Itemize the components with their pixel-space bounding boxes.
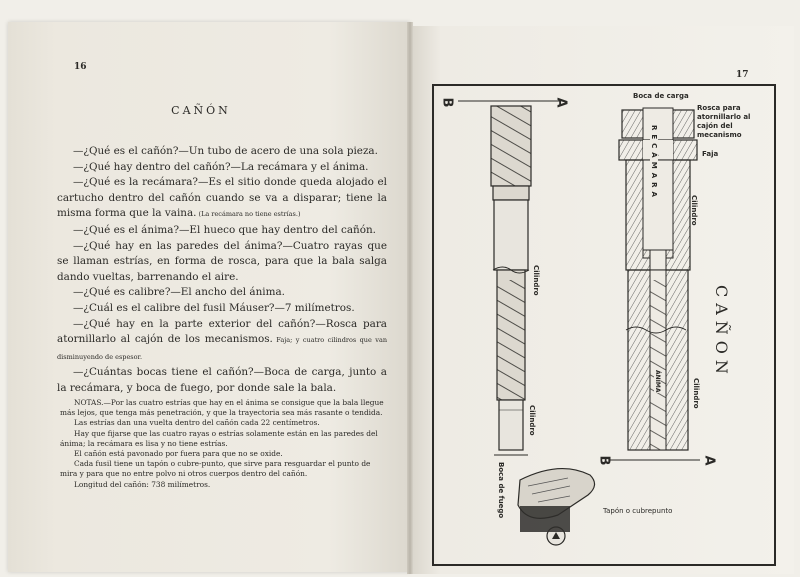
label-rosca: Rosca para atornillarlo al cajón del mecanismo (697, 104, 751, 139)
label-anima: ÁNIMA (654, 370, 661, 393)
section-label-b-top: B (439, 97, 455, 108)
qa-text-main: —¿Qué es el cañón?—Un tubo de acero de una sola pieza. (73, 145, 378, 157)
barrel-exterior (491, 106, 531, 450)
qa-text-main: —¿Qué es calibre?—El ancho del ánima. (73, 286, 285, 299)
note-paragraph: Longitud del cañón: 738 milímetros. (74, 479, 211, 489)
section-title: CAÑÓN (171, 104, 231, 117)
label-faja: Faja (702, 150, 719, 158)
label-boca-carga: Boca de carga (633, 92, 689, 100)
qa-text-main: —¿Qué es el ánima?—El hueco que hay dentro del cañón. (73, 223, 376, 236)
qa-text-main: —¿Qué es la recámara?—Es el sitio donde queda alojado el cartucho dentro del cañón cuando se va a disparar; tiene la misma forma que la vaina. (57, 176, 387, 220)
label-recamara: RECÁMARA (650, 125, 658, 201)
figure-title: CAÑON (712, 285, 731, 380)
label-tapon: Tapón o cubrepunto (603, 507, 673, 515)
note-paragraph: Las estrías dan una vuelta dentro del cañón cada 22 centímetros. (74, 418, 320, 428)
qa-text-small: (La recámara no tiene estrías.) (196, 210, 301, 219)
section-label-a-bottom: A (701, 455, 717, 466)
label-cilindro-2: Cilindro (532, 265, 540, 296)
qa-text-main: —¿Cuál es el calibre del fusil Máuser?—7 milímetros. (73, 301, 355, 314)
right-page-number: 17 (736, 70, 749, 80)
tapon-cubrepunto (518, 469, 595, 545)
left-page-number: 16 (74, 62, 87, 72)
note-paragraph: NOTAS.—Por las cuatro estrías que hay en el ánima se consigue que la bala llegue más lejos, que tenga más penetración, y que la trayectoria sea más rasante o tendida. (60, 398, 384, 418)
section-label-b-bottom: B (596, 455, 612, 466)
qa-text-main: —¿Qué hay en las paredes del ánima?—Cuatro rayas que se llaman estrías, en forma de rosca, para que la bala salga dando vueltas, barrenando el aire. (57, 239, 387, 283)
section-label-a-top: A (553, 97, 569, 108)
note-paragraph: El cañón está pavonado por fuera para que no se oxide. (74, 449, 283, 459)
qa-text-main: —¿Qué hay dentro del cañón?—La recámara y el ánima. (73, 160, 369, 173)
label-cilindro-1: Cilindro (690, 195, 698, 226)
note-paragraph: Cada fusil tiene un tapón o cubre-punto, que sirve para resguardar el punto de mira y para que no entre polvo ni otros cuerpos dentro del cañón. (60, 459, 371, 479)
qa-text-small: Faja; y cuatro cilindros que van disminuyendo de espesor. (57, 336, 388, 361)
qa-text-main: —¿Qué hay en la parte exterior del cañón?—Rosca para atornillarlo al cajón de los mecanismos. (57, 317, 387, 346)
label-cilindro-4: Cilindro (528, 405, 536, 436)
barrel-cutaway (619, 108, 697, 450)
note-paragraph: Hay que fijarse que las cuatro rayas o estrías solamente están en las paredes del ánima; la recámara es lisa y no tiene estrías. (60, 428, 378, 448)
label-boca-fuego: Boca de fuego (497, 462, 505, 519)
label-cilindro-3: Cilindro (692, 378, 700, 409)
qa-text-main: —¿Cuántas bocas tiene el cañón?—Boca de carga, junto a la recámara, y boca de fuego, por donde sale la bala. (57, 366, 387, 394)
